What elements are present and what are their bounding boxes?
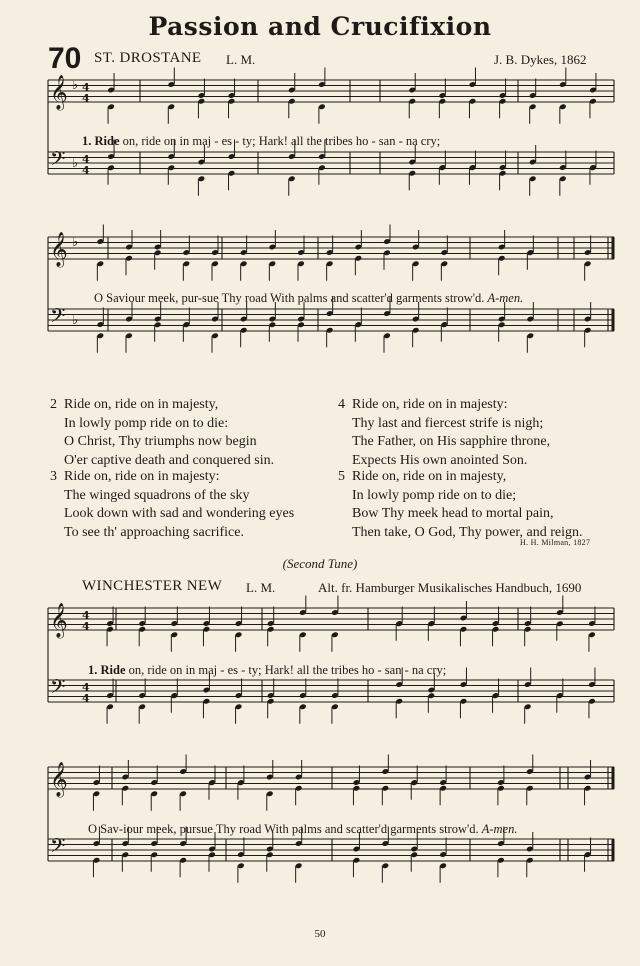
second-tune-label: (Second Tune) [282, 556, 358, 571]
lyric-text: O Saviour meek, pur-sue Thy road With palms and scatter'd garments strow'd. [94, 291, 485, 305]
stanza-line: The Father, on His sapphire throne, [352, 434, 551, 449]
treble-clef: 𝄞 [50, 603, 68, 638]
treble-clef: 𝄞 [50, 75, 68, 110]
stanza-line: Ride on, ride on in majesty: [352, 397, 508, 412]
time-signature: 4 [82, 692, 90, 705]
stanza-line: O'er captive death and conquered sin. [64, 452, 275, 468]
section-title: Passion and Crucifixion [148, 12, 492, 41]
lyric-line [88, 663, 446, 678]
time-signature: 4 [82, 609, 90, 622]
tune-name-first: ST. DROSTANE [94, 50, 202, 66]
lyric-start: 1. Ride [88, 663, 126, 677]
bass-clef: 𝄢 [50, 147, 66, 175]
stanza-line: O Christ, Thy triumphs now begin [64, 434, 257, 449]
time-signature: 4 [82, 81, 90, 94]
key-flat: ♭ [72, 313, 79, 328]
stanza-number: 3 [50, 469, 57, 484]
stanza [338, 396, 550, 470]
meter-second: L. M. [246, 580, 276, 595]
bass-clef: 𝄢 [50, 834, 66, 862]
amen-text: A-men. [481, 822, 518, 836]
author-credit: H. H. Milman, 1827 [520, 538, 591, 547]
key-flat: ♭ [72, 156, 79, 171]
stanza-line: Ride on, ride on in majesty, [64, 397, 219, 412]
lyric-rest: on, ride on in maj - es - ty; Hark! all the tribes ho - san - na cry; [122, 134, 441, 148]
time-signature: 4 [82, 153, 90, 166]
stanza-line: Then take, O God, Thy power, and reign. [352, 524, 583, 540]
stanza-line: In lowly pomp ride on to die; [352, 487, 517, 503]
stanza-line: To see th' approaching sacrifice. [64, 524, 244, 540]
stanza [338, 468, 583, 542]
key-flat: ♭ [72, 78, 79, 93]
lyric-line [88, 822, 517, 837]
bass-clef: 𝄢 [50, 304, 66, 332]
key-flat: ♭ [72, 235, 79, 250]
composer-second: Alt. fr. Hamburger Musikalisches Handbuch, 1690 [318, 580, 582, 595]
time-signature: 4 [82, 92, 90, 105]
page-number: 50 [314, 928, 326, 940]
stanza-line: In lowly pomp ride on to die: [64, 415, 229, 431]
stanza-number: 2 [50, 397, 57, 412]
lyric-start: 1. Ride [82, 134, 120, 148]
stanza-number: 5 [338, 469, 345, 484]
stanza-number: 4 [338, 397, 345, 412]
stanza-line: The winged squadrons of the sky [64, 487, 250, 503]
amen-text: A-men. [487, 291, 524, 305]
stanza-line: Ride on, ride on in majesty, [352, 469, 507, 484]
treble-clef: 𝄞 [50, 762, 68, 797]
meter-first: L. M. [226, 52, 256, 67]
composer-first: J. B. Dykes, 1862 [494, 52, 587, 67]
stanza-line: Expects His own anointed Son. [352, 452, 528, 468]
tune-name-second: WINCHESTER NEW [82, 578, 223, 594]
stanza-line: Thy last and fiercest strife is nigh; [352, 415, 544, 431]
stanza-line: Look down with sad and wondering eyes [64, 506, 295, 521]
time-signature: 4 [82, 620, 90, 633]
stanza-line: Bow Thy meek head to mortal pain, [352, 506, 554, 521]
bass-clef: 𝄢 [50, 675, 66, 703]
lyric-rest: on, ride on in maj - es - ty; Hark! all the tribes ho - san - na cry; [128, 663, 447, 677]
lyric-line [82, 134, 440, 149]
stanza [50, 468, 294, 542]
stanza-line: Ride on, ride on in majesty: [64, 469, 220, 484]
stanza [50, 396, 274, 470]
treble-clef: 𝄞 [50, 232, 68, 267]
hymn-number: 70 [48, 42, 82, 75]
time-signature: 4 [82, 164, 90, 177]
time-signature: 4 [82, 681, 90, 694]
lyric-text: O Sav-iour meek, pursue Thy road With palms and scatter'd garments strow'd. [88, 822, 479, 836]
lyric-line [94, 291, 523, 306]
